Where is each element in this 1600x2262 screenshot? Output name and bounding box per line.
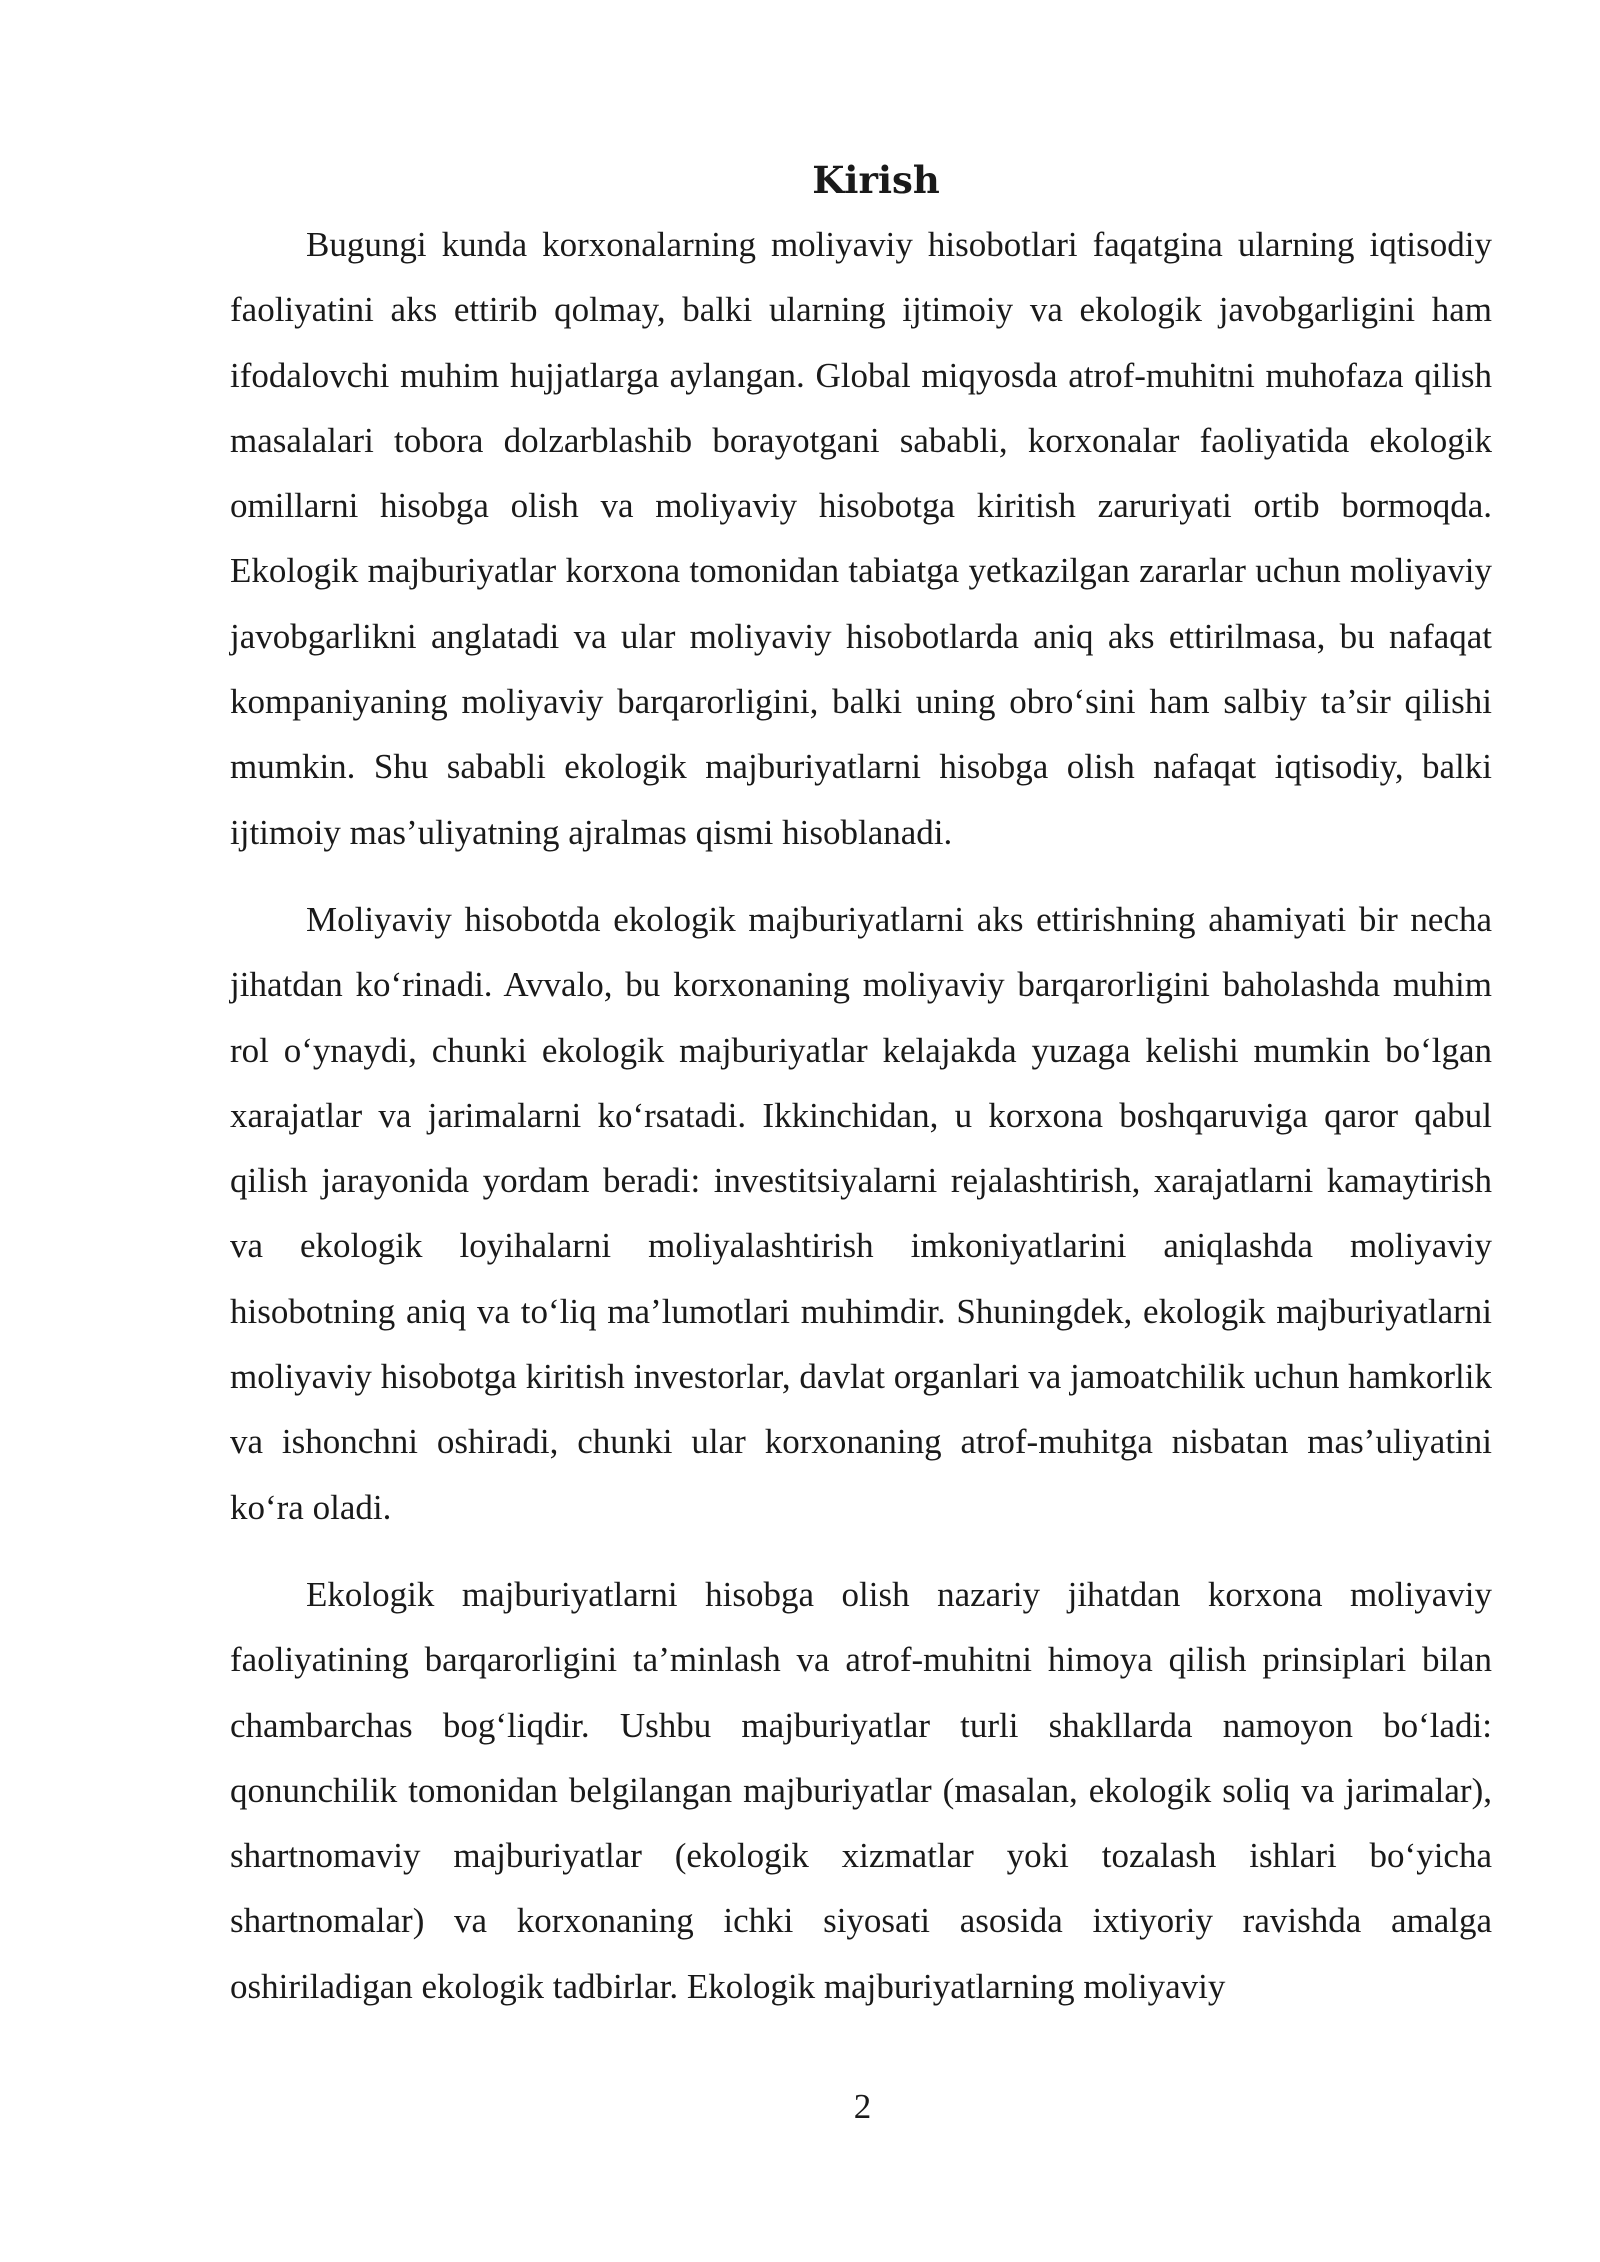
page-number: 2 xyxy=(853,2087,872,2126)
document-page xyxy=(230,150,1492,2041)
paragraph-1: Bugungi kunda korxonalarning moliyaviy hisobotlari faqatgina ularning iqtisodiy faoliyatini aks ettirib qolmay, balki ularning ijtimoiy va ekologik javobgarligini ham ifodalovchi muhim hujjatlarga aylangan. Global miqyosda atrof-muhitni muhofaza qilish masalalari tobora dolzarblashib borayotgani sababli, korxonalar faoliyatida ekologik omillarni hisobga olish va moliyaviy hisobotga kiritish zaruriyati ortib bormoqda. Ekologik majburiyatlar korxona tomonidan tabiatga yetkazilgan zararlar uchun moliyaviy javobgarlikni anglatadi va ular moliyaviy hisobotlarda aniq aks ettirilmasa, bu nafaqat kompaniyaning moliyaviy barqarorligini, balki uning obro‘sini ham salbiy ta’sir qilishi mumkin. Shu sababli ekologik majburiyatlarni hisobga olish nafaqat iqtisodiy, balki ijtimoiy mas’uliyatning ajralmas qismi hisoblanadi. xyxy=(230,225,1492,852)
paragraph-3: Ekologik majburiyatlarni hisobga olish nazariy jihatdan korxona moliyaviy faoliyatining barqarorligini ta’minlash va atrof-muhitni himoya qilish prinsiplari bilan chambarchas bog‘liqdir. Ushbu majburiyatlar turli shakllarda namoyon bo‘ladi: qonunchilik tomonidan belgilangan majburiyatlar (masalan, ekologik soliq va jarimalar), shartnomaviy majburiyatlar (ekologik xizmatlar yoki tozalash ishlari bo‘yicha shartnomalar) va korxonaning ichki siyosati asosida ixtiyoriy ravishda amalga oshiriladigan ekologik tadbirlar. Ekologik majburiyatlarning moliyaviy xyxy=(230,1574,1492,2006)
section-title: Kirish xyxy=(812,158,940,202)
paragraph-2: Moliyaviy hisobotda ekologik majburiyatlarni aks ettirishning ahamiyati bir necha jihatdan ko‘rinadi. Avvalo, bu korxonaning moliyaviy barqarorligini baholashda muhim rol o‘ynaydi, chunki ekologik majburiyatlar kelajakda yuzaga kelishi mumkin bo‘lgan xarajatlar va jarimalarni ko‘rsatadi. Ikkinchidan, u korxona boshqaruviga qaror qabul qilish jarayonida yordam beradi: investitsiyalarni rejalashtirish, xarajatlarni kamaytirish va ekologik loyihalarni moliyalashtirish imkoniyatlarini aniqlashda moliyaviy hisobotning aniq va to‘liq ma’lumotlari muhimdir. Shuningdek, ekologik majburiyatlarni moliyaviy hisobotga kiritish investorlar, davlat organlari va jamoatchilik uchun hamkorlik va ishonchni oshiradi, chunki ular korxonaning atrof-muhitga nisbatan mas’uliyatini ko‘ra oladi. xyxy=(230,899,1492,1527)
